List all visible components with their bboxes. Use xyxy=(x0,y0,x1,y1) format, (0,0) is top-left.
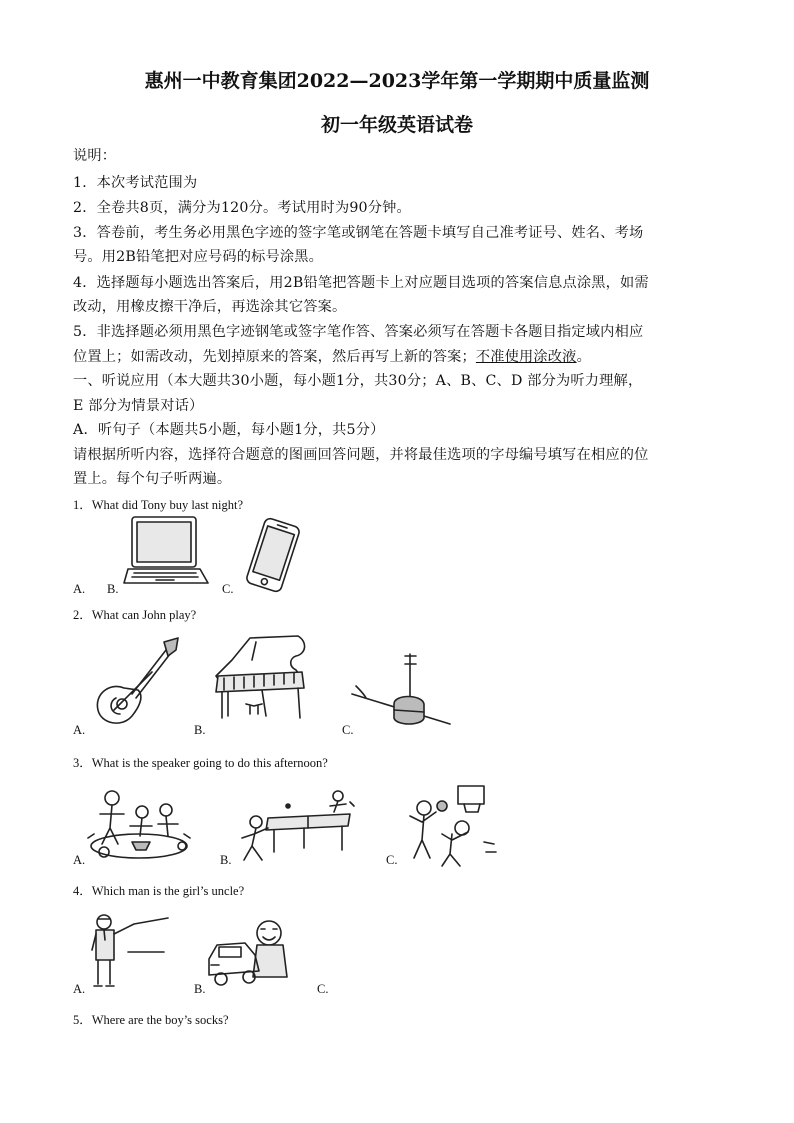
q2-option-c[interactable]: C. xyxy=(342,723,354,737)
instruction-3-line-1: 3．答卷前，考生务必用黑色字迹的签字笔或钢笔在答题卡填写自己准考证号、姓名、考场 xyxy=(73,225,644,241)
question-5-text: 5．Where are the boy’s socks? xyxy=(73,1013,229,1027)
section-1-heading-line-1: 一、听说应用（本大题共30小题，每小题1分，共30分；A、B、C、D 部分为听力理解， xyxy=(73,373,643,389)
q1-option-c[interactable]: C. xyxy=(222,582,234,596)
car-driver-icon xyxy=(205,915,305,993)
instruction-4-line-2: 改动，用橡皮擦干净后，再选涂其它答案。 xyxy=(73,299,347,315)
instruction-4-line-1: 4．选择题每小题选出答案后，用2B铅笔把答题卡上对应题目选项的答案信息点涂黑，如需 xyxy=(73,275,649,291)
exam-title: 惠州一中教育集团2022—2023学年第一学期期中质量监测 xyxy=(144,70,650,92)
basketball-icon xyxy=(400,782,498,868)
picnic-icon xyxy=(84,786,194,866)
question-2-text: 2．What can John play? xyxy=(73,608,197,622)
section-1-heading-line-2: E 部分为情景对话） xyxy=(73,398,204,414)
q3-option-a[interactable]: A. xyxy=(73,853,86,867)
instruction-5-line-2 xyxy=(73,346,591,366)
erhu-icon xyxy=(350,650,455,730)
part-a-directions-line-2: 置上。每个句子听两遍。 xyxy=(73,471,232,487)
table-tennis-icon xyxy=(238,788,356,866)
question-1-text: 1．What did Tony buy last night? xyxy=(73,498,244,512)
instruction-3-line-2: 号。用2B铅笔把对应号码的标号涂黑。 xyxy=(73,249,324,265)
q1-option-a[interactable]: A. xyxy=(73,582,86,596)
instruction-5-line-1: 5．非选择题必须用黑色字迹钢笔或签字笔作答、答案必须写在答题卡各题目指定域内相应 xyxy=(73,324,644,340)
instruction-5-end: 。 xyxy=(576,349,591,365)
q3-option-b[interactable]: B. xyxy=(220,853,232,867)
instruction-1: 1．本次考试范围为 xyxy=(73,175,198,191)
teacher-icon xyxy=(84,910,174,992)
instructions-heading: 说明： xyxy=(73,148,117,164)
question-4-text: 4．Which man is the girl’s uncle? xyxy=(73,884,245,898)
q3-option-c[interactable]: C. xyxy=(386,853,398,867)
question-3-text: 3．What is the speaker going to do this afternoon? xyxy=(73,756,328,770)
q4-option-b[interactable]: B. xyxy=(194,982,206,996)
laptop-icon xyxy=(122,515,212,590)
part-a-heading: A．听句子（本题共5小题，每小题1分，共5分） xyxy=(73,422,385,438)
q4-option-c[interactable]: C. xyxy=(317,982,329,996)
instruction-5-underlined: 不准使用涂改液 xyxy=(475,349,577,365)
guitar-icon xyxy=(88,636,183,731)
instruction-5-text: 位置上；如需改动，先划掉原来的答案，然后再写上新的答案； xyxy=(73,349,476,365)
q4-option-a[interactable]: A. xyxy=(73,982,86,996)
q2-option-a[interactable]: A. xyxy=(73,723,86,737)
part-a-directions-line-1: 请根据所听内容，选择符合题意的图画回答问题，并将最佳选项的字母编号填写在相应的位 xyxy=(73,447,649,463)
q1-option-b[interactable]: B. xyxy=(107,582,119,596)
q2-option-b[interactable]: B. xyxy=(194,723,206,737)
exam-subtitle: 初一年级英语试卷 xyxy=(320,114,473,136)
smartphone-icon xyxy=(240,518,306,593)
piano-icon xyxy=(206,632,318,732)
instruction-2: 2．全卷共8页，满分为120分。考试用时为90分钟。 xyxy=(73,200,411,216)
